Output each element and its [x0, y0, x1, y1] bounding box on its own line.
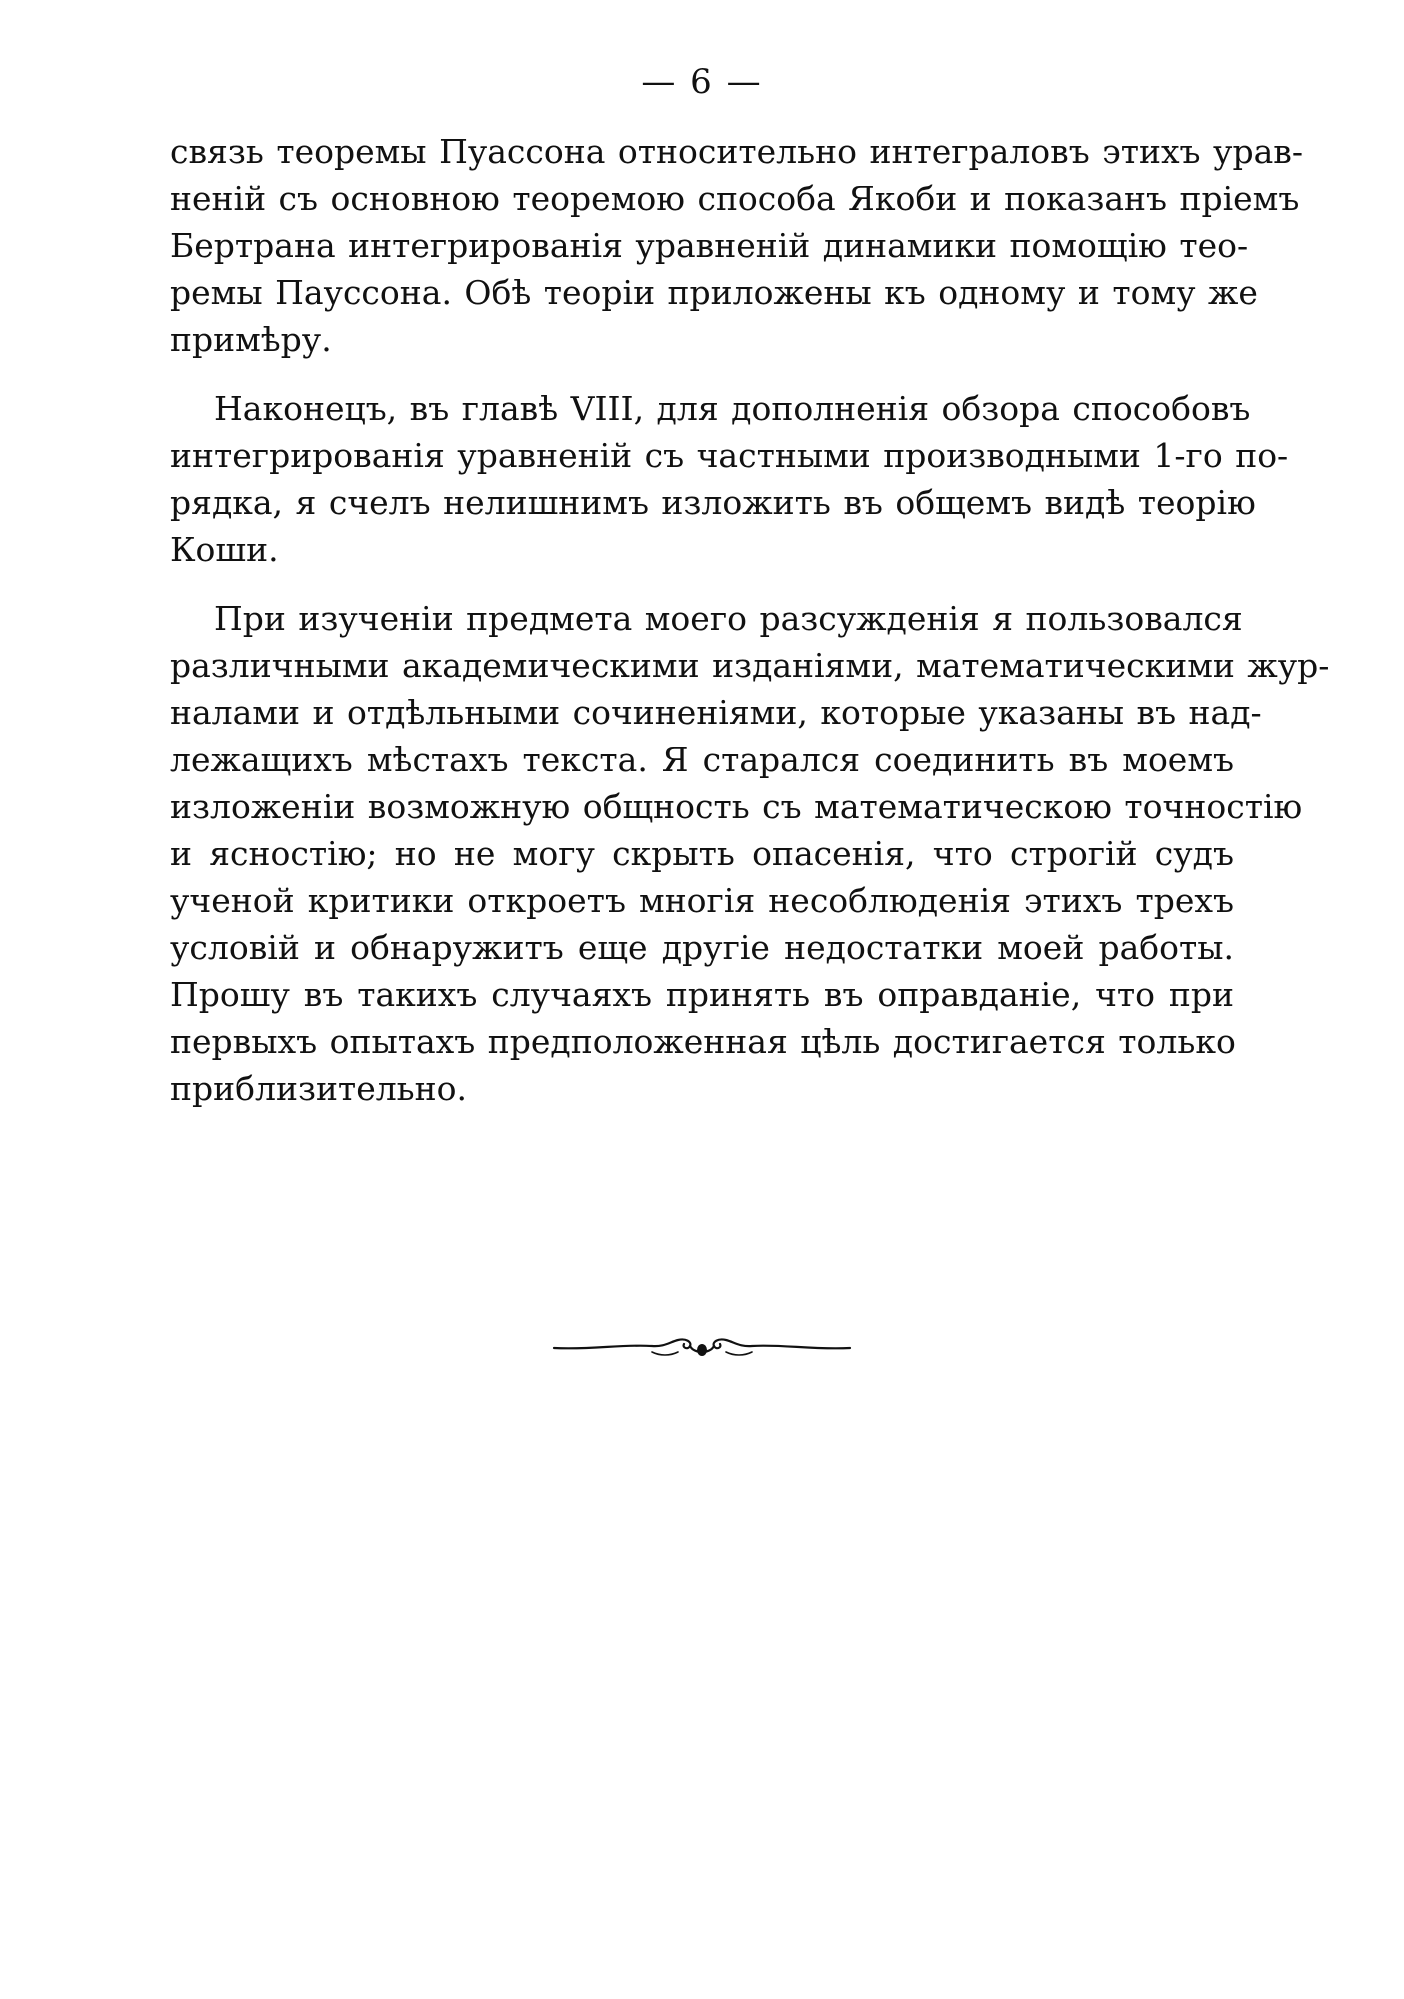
text-line: примѣру. [170, 320, 332, 359]
paragraph-2 [170, 385, 1289, 573]
text-line: налами и отдѣльными сочиненіями, которые указаны въ над- [170, 693, 1262, 732]
text-line: и ясностію; но не могу скрыть опасенія, что строгій судъ [170, 834, 1234, 873]
text-line: рядка, я счелъ нелишнимъ изложить въ общемъ видѣ теорію [170, 483, 1256, 522]
text-line: различными академическими изданіями, математическими жур- [170, 646, 1330, 685]
ornament-flourish-icon [552, 1326, 852, 1366]
text-line: условій и обнаружитъ еще другіе недостатки моей работы. [170, 928, 1234, 967]
text-line [170, 385, 1251, 432]
page-number: — 6 — [641, 62, 763, 102]
text-line: Коши. [170, 530, 279, 569]
paragraph-3 [170, 595, 1330, 1112]
paragraph-1 [170, 128, 1303, 363]
text-line-content: Наконецъ, въ главѣ VIII, для дополненія обзора способовъ [214, 389, 1251, 428]
text-line: Прошу въ такихъ случаяхъ принять въ оправданіе, что при [170, 975, 1234, 1014]
text-line: Бертрана интегрированія уравненій динамики помощію тео- [170, 226, 1249, 265]
text-line [170, 595, 1243, 642]
text-line: приблизительно. [170, 1069, 467, 1108]
body-text [170, 128, 1330, 1112]
text-line: первыхъ опытахъ предположенная цѣль достигается только [170, 1022, 1236, 1061]
text-line-content: При изученіи предмета моего разсужденія я пользовался [214, 599, 1243, 638]
text-line: неній съ основною теоремою способа Якоби и показанъ пріемъ [170, 179, 1300, 218]
text-line: интегрированія уравненій съ частными производными 1-го по- [170, 436, 1289, 475]
text-line: ремы Паусcона. Обѣ теоріи приложены къ одному и тому же [170, 273, 1258, 312]
text-line: лежащихъ мѣстахъ текста. Я старался соединить въ моемъ [170, 740, 1234, 779]
text-line: ученой критики откроетъ многія несоблюденія этихъ трехъ [170, 881, 1234, 920]
text-line: связь теоремы Пуассона относительно интеграловъ этихъ урав- [170, 132, 1303, 171]
text-line: изложеніи возможную общность съ математическою точностію [170, 787, 1303, 826]
